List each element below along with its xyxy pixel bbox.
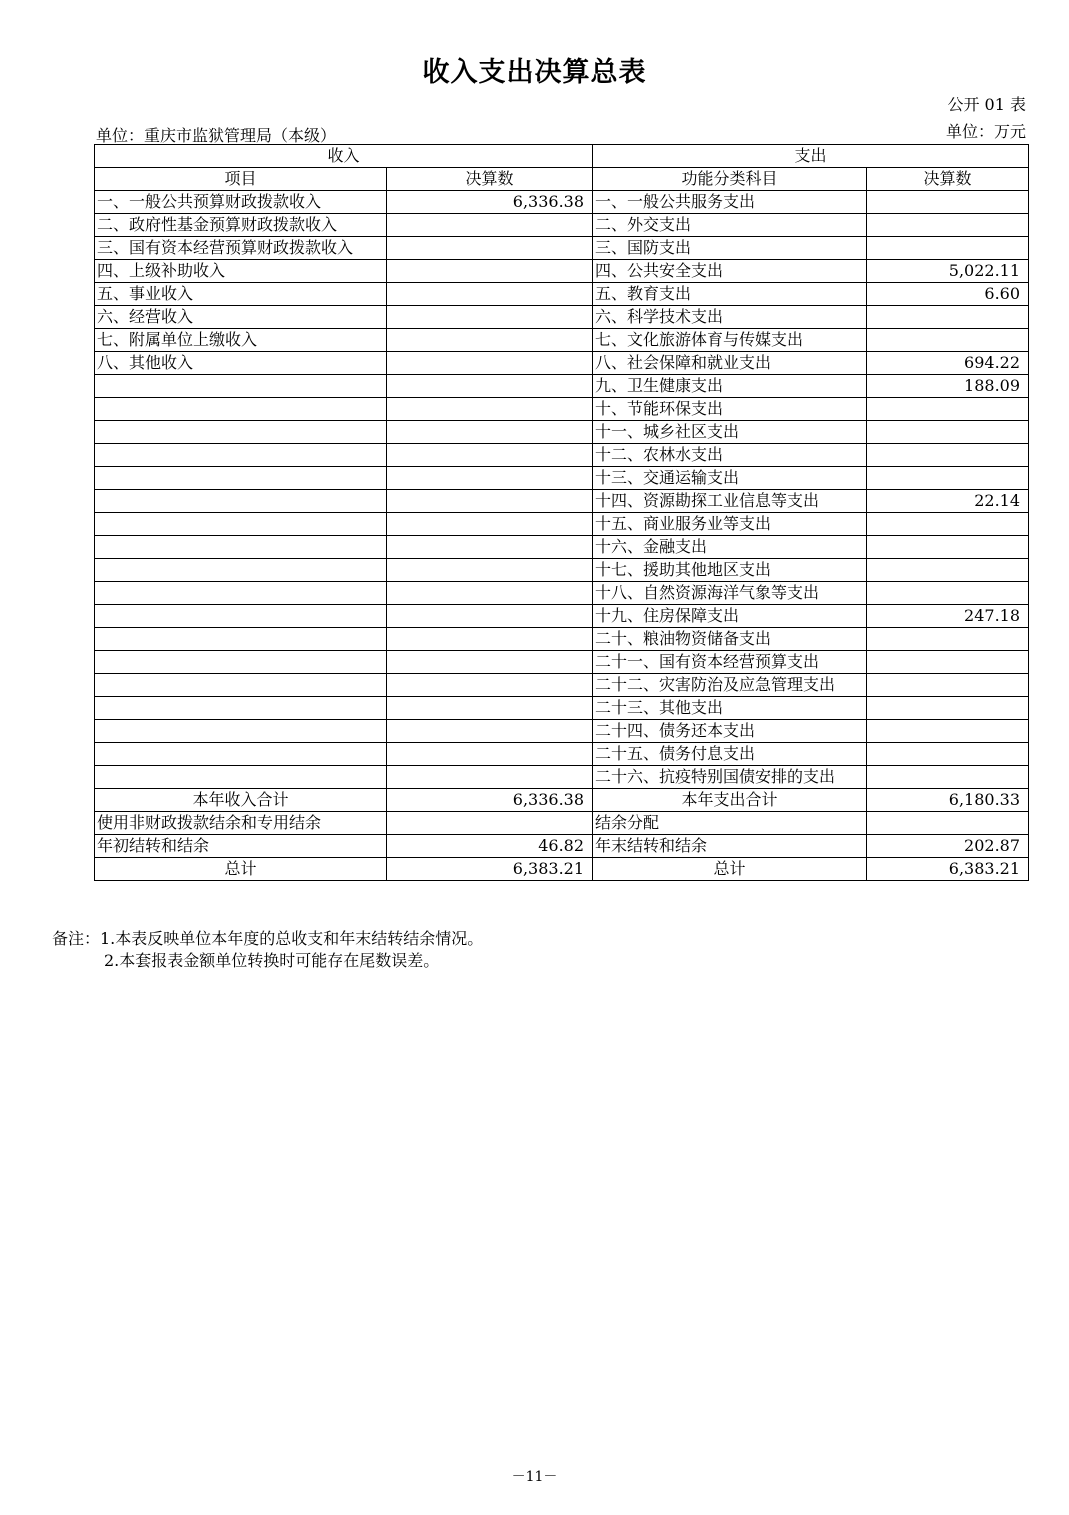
expense-item-cell: 十三、交通运输支出 — [593, 467, 867, 490]
income-amount-cell — [387, 237, 593, 260]
income-item-cell: 八、其他收入 — [95, 352, 387, 375]
table-row — [95, 490, 1029, 513]
expense-item-cell: 十五、商业服务业等支出 — [593, 513, 867, 536]
income-amount-cell — [387, 283, 593, 306]
expense-amount-cell — [867, 697, 1029, 720]
expense-amount-cell — [867, 743, 1029, 766]
expense-item-cell: 二十四、债务还本支出 — [593, 720, 867, 743]
function-category-header: 功能分类科目 — [593, 168, 867, 191]
income-item-cell — [95, 536, 387, 559]
expense-item-cell: 十八、自然资源海洋气象等支出 — [593, 582, 867, 605]
expense-amount-cell — [867, 812, 1029, 835]
income-amount-cell — [387, 605, 593, 628]
table-row — [95, 398, 1029, 421]
income-amount-cell: 6,336.38 — [387, 191, 593, 214]
income-header: 收入 — [95, 145, 593, 168]
note-line-1: 备注：1.本表反映单位本年度的总收支和年末结转结余情况。 — [52, 929, 484, 948]
expense-amount-cell — [867, 720, 1029, 743]
income-item-cell: 五、事业收入 — [95, 283, 387, 306]
income-item-cell: 四、上级补助收入 — [95, 260, 387, 283]
income-amount-cell — [387, 559, 593, 582]
table-row — [95, 283, 1029, 306]
notes — [52, 928, 483, 972]
budget-table — [94, 144, 1029, 881]
income-amount-cell — [387, 421, 593, 444]
expense-item-cell: 一、一般公共服务支出 — [593, 191, 867, 214]
income-amount-cell: 46.82 — [387, 835, 593, 858]
expense-item-cell: 年末结转和结余 — [593, 835, 867, 858]
table-code: 公开 01 表 — [947, 95, 1026, 114]
expense-item-cell: 十七、援助其他地区支出 — [593, 559, 867, 582]
expense-item-cell: 十二、农林水支出 — [593, 444, 867, 467]
income-amount-cell — [387, 766, 593, 789]
income-amount-cell — [387, 444, 593, 467]
expense-amount-cell — [867, 536, 1029, 559]
table-row — [95, 260, 1029, 283]
expense-amount-cell — [867, 444, 1029, 467]
income-amount-cell — [387, 398, 593, 421]
income-amount-cell — [387, 260, 593, 283]
expense-item-cell: 六、科学技术支出 — [593, 306, 867, 329]
table-row — [95, 513, 1029, 536]
expense-amount-cell — [867, 628, 1029, 651]
income-item-cell — [95, 766, 387, 789]
expense-amount-cell: 202.87 — [867, 835, 1029, 858]
expense-amount-cell — [867, 398, 1029, 421]
total-row — [95, 789, 1029, 812]
income-amount-cell — [387, 467, 593, 490]
income-item-cell: 三、国有资本经营预算财政拨款收入 — [95, 237, 387, 260]
expense-amount-cell — [867, 559, 1029, 582]
expense-amount-cell — [867, 237, 1029, 260]
table-row — [95, 444, 1029, 467]
expense-amount-cell: 6,383.21 — [867, 858, 1029, 881]
expense-item-cell: 四、公共安全支出 — [593, 260, 867, 283]
expense-amount-cell: 694.22 — [867, 352, 1029, 375]
header-row-group — [95, 145, 1029, 168]
header-row-columns — [95, 168, 1029, 191]
income-item-cell: 总计 — [95, 858, 387, 881]
table-row — [95, 467, 1029, 490]
expense-amount-cell: 5,022.11 — [867, 260, 1029, 283]
income-item-cell — [95, 605, 387, 628]
table-row — [95, 697, 1029, 720]
unit-currency: 单位：万元 — [945, 122, 1026, 141]
income-amount-cell — [387, 628, 593, 651]
expense-amount-cell: 6.60 — [867, 283, 1029, 306]
income-item-cell — [95, 743, 387, 766]
expense-item-cell: 总计 — [593, 858, 867, 881]
table-row — [95, 352, 1029, 375]
expense-amount-cell: 6,180.33 — [867, 789, 1029, 812]
expense-item-cell: 十九、住房保障支出 — [593, 605, 867, 628]
income-amount-header: 决算数 — [387, 168, 593, 191]
expense-item-cell: 二、外交支出 — [593, 214, 867, 237]
income-amount-cell — [387, 214, 593, 237]
income-item-cell: 本年收入合计 — [95, 789, 387, 812]
expense-amount-cell — [867, 306, 1029, 329]
expense-item-cell: 二十二、灾害防治及应急管理支出 — [593, 674, 867, 697]
total-row — [95, 835, 1029, 858]
income-amount-cell: 6,336.38 — [387, 789, 593, 812]
expense-amount-cell — [867, 329, 1029, 352]
note-line-2: 2.本套报表金额单位转换时可能存在尾数误差。 — [104, 951, 440, 970]
income-amount-cell — [387, 490, 593, 513]
table-row — [95, 375, 1029, 398]
income-item-cell — [95, 375, 387, 398]
table-row — [95, 743, 1029, 766]
expense-amount-cell: 247.18 — [867, 605, 1029, 628]
table-row — [95, 329, 1029, 352]
expense-item-cell: 十一、城乡社区支出 — [593, 421, 867, 444]
income-item-cell — [95, 674, 387, 697]
table-row — [95, 421, 1029, 444]
income-amount-cell — [387, 651, 593, 674]
income-item-cell — [95, 467, 387, 490]
income-amount-cell — [387, 674, 593, 697]
income-amount-cell — [387, 536, 593, 559]
income-item-cell — [95, 513, 387, 536]
income-amount-cell — [387, 697, 593, 720]
income-item-cell: 年初结转和结余 — [95, 835, 387, 858]
table-row — [95, 559, 1029, 582]
item-header: 项目 — [95, 168, 387, 191]
expense-amount-cell — [867, 651, 1029, 674]
table-row — [95, 191, 1029, 214]
page-title: 收入支出决算总表 — [422, 57, 647, 88]
income-amount-cell — [387, 352, 593, 375]
table-row — [95, 306, 1029, 329]
expense-item-cell: 二十一、国有资本经营预算支出 — [593, 651, 867, 674]
income-item-cell — [95, 651, 387, 674]
expense-amount-cell — [867, 214, 1029, 237]
table-row — [95, 536, 1029, 559]
income-item-cell — [95, 720, 387, 743]
income-amount-cell — [387, 513, 593, 536]
income-amount-cell — [387, 812, 593, 835]
total-row — [95, 812, 1029, 835]
expense-item-cell: 二十五、债务付息支出 — [593, 743, 867, 766]
expense-item-cell: 十六、金融支出 — [593, 536, 867, 559]
income-item-cell: 使用非财政拨款结余和专用结余 — [95, 812, 387, 835]
table-row — [95, 214, 1029, 237]
expense-item-cell: 五、教育支出 — [593, 283, 867, 306]
expense-amount-cell — [867, 513, 1029, 536]
income-amount-cell — [387, 375, 593, 398]
expense-item-cell: 本年支出合计 — [593, 789, 867, 812]
income-item-cell: 七、附属单位上缴收入 — [95, 329, 387, 352]
expense-amount-cell: 188.09 — [867, 375, 1029, 398]
expense-amount-cell: 22.14 — [867, 490, 1029, 513]
income-item-cell — [95, 628, 387, 651]
expense-item-cell: 二十、粮油物资储备支出 — [593, 628, 867, 651]
expense-amount-cell — [867, 582, 1029, 605]
income-item-cell — [95, 559, 387, 582]
expense-amount-cell — [867, 674, 1029, 697]
income-item-cell: 二、政府性基金预算财政拨款收入 — [95, 214, 387, 237]
income-item-cell — [95, 582, 387, 605]
expense-item-cell: 结余分配 — [593, 812, 867, 835]
expense-amount-cell — [867, 467, 1029, 490]
expense-header: 支出 — [593, 145, 1029, 168]
table-row — [95, 766, 1029, 789]
page-number: －11－ — [511, 1469, 558, 1485]
table-row — [95, 720, 1029, 743]
total-row — [95, 858, 1029, 881]
table-row — [95, 237, 1029, 260]
table-row — [95, 651, 1029, 674]
income-item-cell — [95, 444, 387, 467]
table-row — [95, 674, 1029, 697]
income-item-cell: 一、一般公共预算财政拨款收入 — [95, 191, 387, 214]
income-amount-cell — [387, 306, 593, 329]
expense-item-cell: 二十三、其他支出 — [593, 697, 867, 720]
income-amount-cell — [387, 720, 593, 743]
income-item-cell — [95, 398, 387, 421]
expense-amount-cell — [867, 766, 1029, 789]
expense-item-cell: 二十六、抗疫特别国债安排的支出 — [593, 766, 867, 789]
income-amount-cell — [387, 329, 593, 352]
income-item-cell — [95, 490, 387, 513]
expense-item-cell: 九、卫生健康支出 — [593, 375, 867, 398]
income-item-cell — [95, 421, 387, 444]
income-amount-cell: 6,383.21 — [387, 858, 593, 881]
expense-item-cell: 七、文化旅游体育与传媒支出 — [593, 329, 867, 352]
income-amount-cell — [387, 582, 593, 605]
expense-amount-cell — [867, 191, 1029, 214]
unit-organization: 单位：重庆市监狱管理局（本级） — [96, 126, 337, 145]
expense-item-cell: 三、国防支出 — [593, 237, 867, 260]
expense-amount-cell — [867, 421, 1029, 444]
table-row — [95, 628, 1029, 651]
expense-amount-header: 决算数 — [867, 168, 1029, 191]
expense-item-cell: 十四、资源勘探工业信息等支出 — [593, 490, 867, 513]
income-amount-cell — [387, 743, 593, 766]
table-row — [95, 582, 1029, 605]
expense-item-cell: 十、节能环保支出 — [593, 398, 867, 421]
table-row — [95, 605, 1029, 628]
income-item-cell — [95, 697, 387, 720]
income-item-cell: 六、经营收入 — [95, 306, 387, 329]
expense-item-cell: 八、社会保障和就业支出 — [593, 352, 867, 375]
